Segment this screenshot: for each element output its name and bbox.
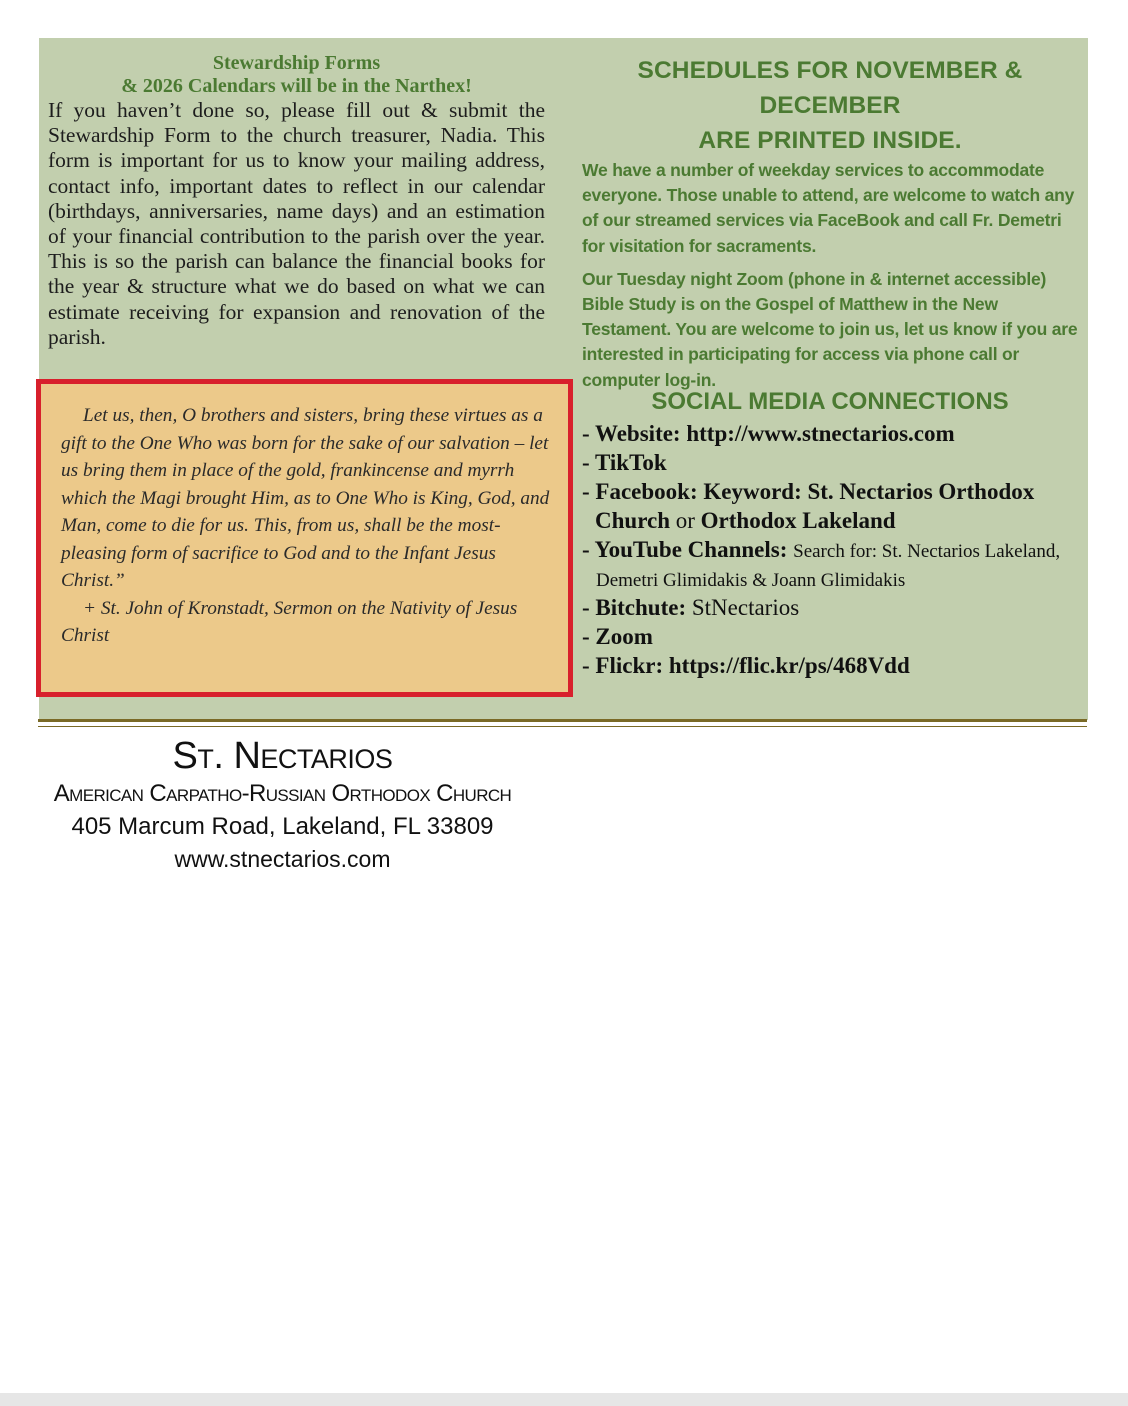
church-website[interactable]: www.stnectarios.com	[174, 846, 391, 872]
schedules-heading: SCHEDULES FOR NOVEMBER & DECEMBER ARE PRINTED INSIDE.	[637, 57, 1023, 154]
stewardship-body: If you haven’t done so, please fill out & submit the Stewardship Form to the church treasurer, Nadia. This form is important for us to know your mailing address, contact info, important dates to reflect in our calendar (birthdays, anniversaries, name days) and an estimation of your financial contribution to the parish over the year. This is so the parish can balance the financial books for the year & structure what we do based on what we can estimate receiving for expansion and renovation of the parish.	[48, 98, 545, 349]
divider-rule	[38, 719, 1087, 722]
quote-attribution: + St. John of Kronstadt, Sermon on the Nativity of Jesus Christ	[61, 597, 518, 646]
stewardship-heading: Stewardship Forms & 2026 Calendars will be in the Narthex!	[121, 52, 472, 97]
social-item-zoom[interactable]: - Zoom	[582, 624, 653, 649]
schedules-paragraph-bible-study: Our Tuesday night Zoom (phone in & internet accessible) Bible Study is on the Gospel of Matthew in the New Testament. You are welcome to join us, let us know if you are interested in participating for access via phone call or computer log-in.	[582, 268, 1078, 390]
social-item-flickr[interactable]: - Flickr: https://flic.kr/ps/468Vdd	[582, 653, 910, 678]
social-item-bitchute[interactable]: - Bitchute: StNectarios	[582, 595, 800, 620]
page-bottom-bar	[0, 1393, 1128, 1406]
church-footer	[40, 733, 525, 875]
church-name: St. Nectarios	[172, 735, 393, 777]
social-item-facebook[interactable]: - Facebook: Keyword: St. Nectarios Orthodox Church or Orthodox Lakeland	[582, 479, 1035, 533]
social-media-heading: SOCIAL MEDIA CONNECTIONS	[651, 388, 1009, 415]
schedules-section	[582, 53, 1078, 393]
social-item-tiktok[interactable]: - TikTok	[582, 450, 667, 475]
church-address: 405 Marcum Road, Lakeland, FL 33809	[71, 813, 494, 840]
church-affiliation: American Carpatho-Russian Orthodox Church	[53, 780, 512, 807]
social-item-website[interactable]: - Website: http://www.stnectarios.com	[582, 421, 955, 446]
stewardship-section	[48, 52, 545, 350]
schedules-paragraph-services: We have a number of weekday services to accommodate everyone. Those unable to attend, are welcome to watch any of our streamed services via FaceBook and call Fr. Demetri for visitation for sacraments.	[582, 160, 1075, 256]
quote-text: Let us, then, O brothers and sisters, bring these virtues as a gift to the One Who was born for the sake of our salvation – let us bring them in place of the gold, frankincense and myrrh which the Magi brought Him, as to One Who is King, God, and Man, come to die for us. This, from us, shall be the most-pleasing form of sacrifice to God and to the Infant Jesus Christ.”	[61, 405, 550, 591]
social-item-youtube[interactable]: - YouTube Channels: Search for: St. Nectarios Lakeland, Demetri Glimidakis & Joann Glimidakis	[582, 537, 1061, 591]
quote-box	[36, 379, 573, 697]
social-media-list	[582, 419, 1082, 680]
divider-rule-thin	[38, 726, 1087, 727]
